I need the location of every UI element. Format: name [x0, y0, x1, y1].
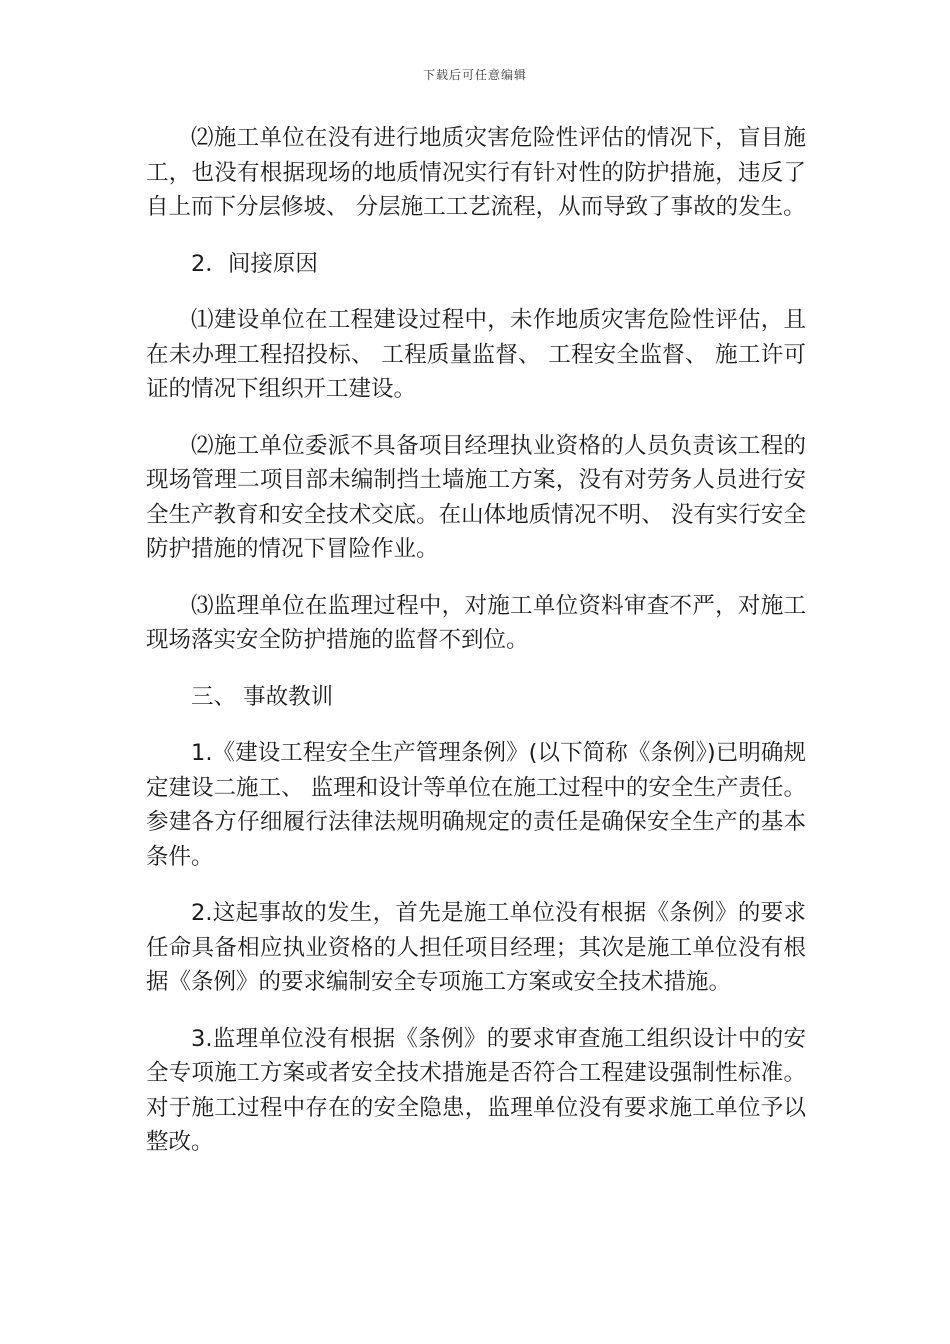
section-heading-lessons: 三、 事故教训: [191, 683, 334, 710]
document-body: [146, 121, 806, 1182]
paragraph-indirect-cause-1: ⑴建设单位在工程建设过程中，未作地质灾害危险性评估，且在未办理工程招投标、 工程质量监督、 工程安全监督、 施工许可证的情况下组织开工建设。: [146, 307, 806, 402]
page-header: 下载后可任意编辑: [422, 68, 527, 82]
paragraph-lesson-2: 2.这起事故的发生，首先是施工单位没有根据《条例》的要求任命具备相应执业资格的人担任项目经理；其次是施工单位没有根据《条例》的要求编制安全专项施工方案或安全技术措施。: [146, 900, 806, 995]
paragraph-lesson-1: 1.《建设工程安全生产管理条例》(以下简称《条例》)已明确规定建设二施工、 监理和设计等单位在施工过程中的安全生产责任。参建各方仔细履行法律法规明确规定的责任是确保安全生产的基本条件。: [146, 740, 806, 870]
paragraph-direct-cause-2: ⑵施工单位在没有进行地质灾害危险性评估的情况下，盲目施工，也没有根据现场的地质情况实行有针对性的防护措施，违反了自上而下分层修坡、 分层施工工艺流程，从而导致了事故的发生。: [146, 125, 806, 220]
paragraph-lesson-3: 3.监理单位没有根据《条例》的要求审查施工组织设计中的安全专项施工方案或者安全技术措施是否符合工程建设强制性标准。对于施工过程中存在的安全隐患，监理单位没有要求施工单位予以整改。: [146, 1025, 806, 1155]
paragraph-indirect-cause-2: ⑵施工单位委派不具备项目经理执业资格的人员负责该工程的现场管理二项目部未编制挡土墙施工方案，没有对劳务人员进行安全生产教育和安全技术交底。在山体地质情况不明、 没有实行安全防护措施的情况下冒险作业。: [146, 432, 806, 562]
paragraph-indirect-cause-3: ⑶监理单位在监理过程中，对施工单位资料审查不严，对施工现场落实安全防护措施的监督不到位。: [146, 592, 806, 653]
section-heading-indirect-cause: 2．间接原因: [191, 250, 318, 277]
